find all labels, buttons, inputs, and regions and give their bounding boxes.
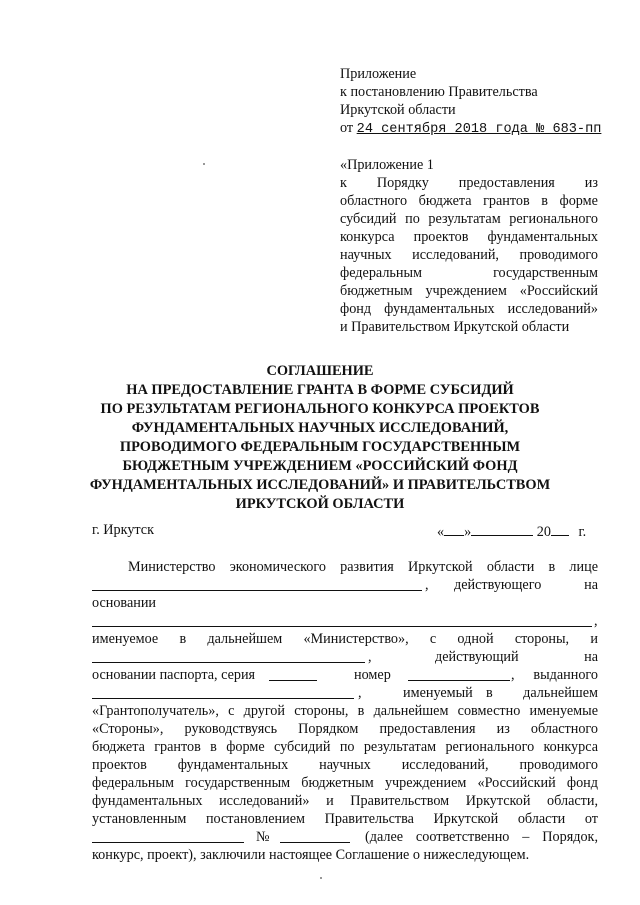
body-line-14: фундаментальных исследований» и Правительством Иркутской области, <box>92 793 598 809</box>
word: одной <box>457 631 494 647</box>
body-line-7 <box>92 667 598 685</box>
word: научных <box>319 757 371 773</box>
quote-word: Порядку <box>376 175 429 191</box>
issued-label: , выданного <box>511 667 598 683</box>
body-line-2 <box>92 577 598 595</box>
official-name-blank <box>92 577 422 591</box>
title-line-1: СОГЛАШЕНИЕ <box>266 363 374 379</box>
body-line-1: Министерство экономического развития Иркутской области в лице <box>128 559 598 575</box>
body-line-13: федеральным государственным бюджетным учреждением «Российский фонд <box>92 775 598 791</box>
word: именуемый <box>403 685 473 701</box>
quote-word: научных <box>340 247 392 263</box>
word: «Министерство», <box>303 631 409 647</box>
body-line-15: установленным постановлением Правительства Иркутской области от <box>92 811 598 827</box>
quote-word: проектов <box>413 229 469 245</box>
quote-word: исследований» <box>507 301 598 317</box>
quote-word: субсидий <box>340 211 397 227</box>
word: на <box>584 649 598 665</box>
issued-by-blank <box>92 685 354 699</box>
body-line-9: «Грантополучатель», с другой стороны, в дальнейшем совместно именуемые <box>92 703 598 719</box>
quote-word: учреждением <box>425 283 507 299</box>
quote-word: исследований, <box>412 247 499 263</box>
quote-line-3 <box>340 193 598 211</box>
scan-speck <box>320 877 322 879</box>
quote-line-1: «Приложение 1 <box>340 157 434 173</box>
passport-number-blank <box>408 667 510 681</box>
year-prefix: 20 <box>536 524 551 540</box>
appendix-date <box>340 120 601 139</box>
word: именуемое <box>92 631 159 647</box>
quote-line-10: и Правительством Иркутской области <box>340 319 570 335</box>
quote-line-5 <box>340 229 598 247</box>
word: с <box>429 631 437 647</box>
body-line-10: «Стороны», руководствуясь Порядком предоставления из областного <box>92 721 598 737</box>
word: действующий <box>435 649 519 665</box>
city: г. Иркутск <box>92 522 154 538</box>
quote-word: результатам <box>428 211 501 227</box>
word: в <box>486 685 493 701</box>
resolution-date-blank <box>92 829 244 843</box>
resolution-number-blank <box>280 829 350 843</box>
word: действующего <box>454 577 542 593</box>
body-line-12 <box>92 757 598 775</box>
body-line-6 <box>92 649 598 667</box>
body-line-3: основании <box>92 595 157 611</box>
appendix-date-value: 24 сентября 2018 года № 683-пп <box>356 122 602 137</box>
word: в <box>179 631 187 647</box>
appendix-resolution: к постановлению Правительства <box>340 84 538 100</box>
quote-line-2 <box>340 175 598 193</box>
title-line-5: ПРОВОДИМОГО ФЕДЕРАЛЬНЫМ ГОСУДАРСТВЕННЫМ <box>119 439 521 455</box>
appendix-region: Иркутской области <box>340 102 456 118</box>
quote-line-4 <box>340 211 598 229</box>
quote-line-7 <box>340 265 598 283</box>
word: исследований, <box>401 757 489 773</box>
quote-word: форме <box>559 193 598 209</box>
word: стороны, <box>514 631 570 647</box>
quote-line-8 <box>340 283 598 301</box>
quote-word: регионального <box>509 211 598 227</box>
date-quote-open: « <box>437 524 445 540</box>
comma: , <box>425 577 429 593</box>
passport-series-blank <box>269 667 317 681</box>
word: фундаментальных <box>177 757 289 773</box>
date-quote-close: » <box>464 524 472 540</box>
quote-word: фонд <box>340 301 372 317</box>
comma: , <box>368 649 372 665</box>
quote-word: из <box>584 175 598 191</box>
quote-word: фундаментальных <box>487 229 598 245</box>
quote-word: бюджета <box>418 193 472 209</box>
body-line-5 <box>92 631 598 649</box>
word: на <box>584 577 598 593</box>
quote-word: в <box>541 193 548 209</box>
word: проектов <box>92 757 147 773</box>
number-sign: № <box>256 829 270 845</box>
year-suffix: г. <box>578 524 587 540</box>
quote-word: проводимого <box>519 247 598 263</box>
word: дальнейшем <box>523 685 598 701</box>
body-line-8 <box>92 685 598 703</box>
title-line-2: НА ПРЕДОСТАВЛЕНИЕ ГРАНТА В ФОРМЕ СУБСИДИЙ <box>126 382 514 398</box>
quote-word: конкурса <box>340 229 395 245</box>
word: и <box>590 631 598 647</box>
quote-word: по <box>405 211 420 227</box>
date-fill <box>437 522 586 542</box>
year-blank <box>551 522 569 536</box>
body-line-17: конкурс, проект), заключили настоящее Соглашение о нижеследующем. <box>92 847 530 863</box>
title-line-3: ПО РЕЗУЛЬТАТАМ РЕГИОНАЛЬНОГО КОНКУРСА ПРОЕКТОВ <box>100 401 540 417</box>
body-line-11: бюджета грантов в форме субсидий по результатам регионального конкурса <box>92 739 598 755</box>
word: дальнейшем <box>207 631 283 647</box>
recipient-name-blank <box>92 649 365 663</box>
word: проводимого <box>519 757 598 773</box>
basis-blank <box>92 613 592 627</box>
hereinafter-text: (далее соответственно – Порядок, <box>365 829 598 845</box>
title-line-8: ИРКУТСКОЙ ОБЛАСТИ <box>235 496 405 512</box>
appendix-label: Приложение <box>340 66 417 82</box>
quote-word: государственным <box>493 265 598 281</box>
title-line-7: ФУНДАМЕНТАЛЬНЫХ ИССЛЕДОВАНИЙ» И ПРАВИТЕЛЬСТВОМ <box>89 477 551 493</box>
quote-word: бюджетным <box>340 283 413 299</box>
quote-word: грантов <box>483 193 530 209</box>
quote-word: к <box>340 175 347 191</box>
quote-word: федеральным <box>340 265 422 281</box>
passport-number-label: номер <box>354 667 391 683</box>
body-line-16 <box>92 829 598 847</box>
title-line-4: ФУНДАМЕНТАЛЬНЫХ НАУЧНЫХ ИССЛЕДОВАНИЙ, <box>131 420 509 436</box>
title-line-6: БЮДЖЕТНЫМ УЧРЕЖДЕНИЕМ «РОССИЙСКИЙ ФОНД <box>122 458 518 474</box>
scan-speck <box>203 163 205 165</box>
appendix-date-prefix: от <box>340 120 354 136</box>
quote-word: предоставления <box>458 175 555 191</box>
quote-line-6 <box>340 247 598 265</box>
comma: , <box>358 685 362 701</box>
quote-word: «Российский <box>519 283 598 299</box>
quote-word: областного <box>340 193 408 209</box>
passport-label: основании паспорта, серия <box>92 667 256 683</box>
body-line-4 <box>92 613 602 631</box>
quote-word: фундаментальных <box>384 301 495 317</box>
quote-line-9 <box>340 301 598 319</box>
day-blank <box>444 522 464 536</box>
month-blank <box>471 522 533 536</box>
comma: , <box>594 613 598 629</box>
